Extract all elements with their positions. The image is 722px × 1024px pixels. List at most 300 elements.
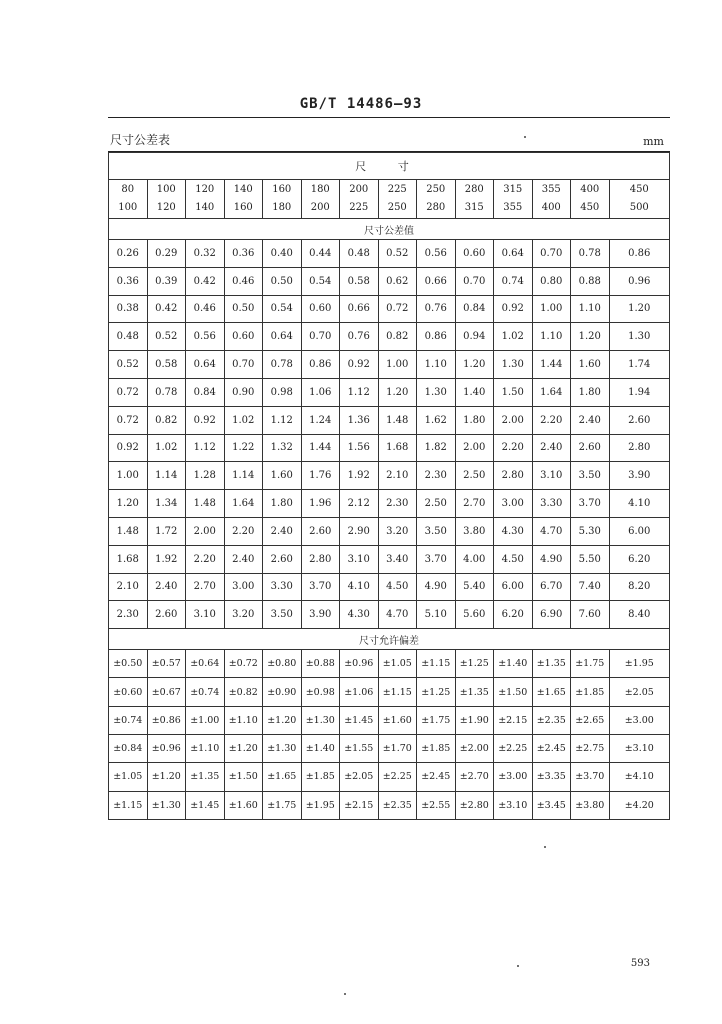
deviation-cell: ±1.55 bbox=[340, 735, 379, 763]
tolerance-cell: 0.82 bbox=[378, 323, 417, 351]
tolerance-cell: 0.39 bbox=[147, 267, 186, 295]
tolerance-cell: 4.70 bbox=[378, 601, 417, 629]
deviation-cell: ±0.96 bbox=[340, 650, 379, 678]
scan-speck bbox=[524, 136, 526, 138]
range-from: 140 bbox=[233, 184, 253, 195]
size-range-cell bbox=[378, 180, 417, 219]
tolerance-cell: 2.00 bbox=[186, 517, 225, 545]
range-from: 180 bbox=[310, 184, 330, 195]
tolerance-cell: 4.30 bbox=[494, 517, 533, 545]
range-to: 100 bbox=[118, 202, 138, 213]
size-range-cell bbox=[494, 180, 533, 219]
deviation-cell: ±1.25 bbox=[417, 678, 456, 706]
tolerance-cell: 0.90 bbox=[224, 378, 263, 406]
tolerance-cell: 0.46 bbox=[186, 295, 225, 323]
range-from: 160 bbox=[272, 184, 292, 195]
deviation-cell: ±1.50 bbox=[224, 763, 263, 791]
tolerance-cell: 1.72 bbox=[147, 517, 186, 545]
tolerance-cell: 2.10 bbox=[109, 573, 148, 601]
deviation-cell: ±3.45 bbox=[532, 791, 571, 819]
tolerance-cell: 0.74 bbox=[494, 267, 533, 295]
tolerance-cell: 1.48 bbox=[109, 517, 148, 545]
deviation-cell: ±3.80 bbox=[571, 791, 610, 819]
tolerance-row bbox=[109, 267, 670, 295]
tolerance-cell: 0.56 bbox=[186, 323, 225, 351]
tolerance-cell: 1.20 bbox=[609, 295, 670, 323]
deviation-cell: ±1.75 bbox=[417, 706, 456, 734]
deviation-cell: ±1.95 bbox=[301, 791, 340, 819]
tolerance-cell: 0.64 bbox=[263, 323, 302, 351]
tolerance-cell: 0.29 bbox=[147, 240, 186, 268]
tolerance-cell: 0.32 bbox=[186, 240, 225, 268]
tolerance-cell: 2.50 bbox=[455, 462, 494, 490]
tolerance-cell: 1.68 bbox=[109, 545, 148, 573]
range-to: 500 bbox=[629, 202, 649, 213]
size-range-cell bbox=[224, 180, 263, 219]
tolerance-cell: 5.60 bbox=[455, 601, 494, 629]
tolerance-cell: 0.54 bbox=[301, 267, 340, 295]
deviation-row bbox=[109, 650, 670, 678]
tolerance-cell: 1.10 bbox=[532, 323, 571, 351]
deviation-cell: ±0.64 bbox=[186, 650, 225, 678]
range-to: 120 bbox=[156, 202, 176, 213]
tolerance-cell: 2.60 bbox=[263, 545, 302, 573]
size-range-cell bbox=[532, 180, 571, 219]
range-from: 355 bbox=[541, 184, 561, 195]
deviation-cell: ±2.75 bbox=[571, 735, 610, 763]
range-from: 225 bbox=[387, 184, 407, 195]
tolerance-cell: 3.70 bbox=[571, 490, 610, 518]
deviation-cell: ±1.35 bbox=[455, 678, 494, 706]
tolerance-table bbox=[108, 152, 670, 820]
tolerance-cell: 2.90 bbox=[340, 517, 379, 545]
tolerance-row bbox=[109, 351, 670, 379]
tolerance-cell: 1.20 bbox=[571, 323, 610, 351]
tolerance-cell: 6.00 bbox=[609, 517, 670, 545]
deviation-cell: ±1.50 bbox=[494, 678, 533, 706]
tolerance-cell: 1.50 bbox=[494, 378, 533, 406]
tolerance-cell: 1.20 bbox=[455, 351, 494, 379]
tolerance-cell: 1.00 bbox=[378, 351, 417, 379]
tolerance-cell: 0.70 bbox=[532, 240, 571, 268]
tolerance-cell: 0.36 bbox=[109, 267, 148, 295]
tolerance-cell: 2.80 bbox=[494, 462, 533, 490]
tolerance-cell: 0.78 bbox=[263, 351, 302, 379]
deviation-cell: ±1.65 bbox=[263, 763, 302, 791]
tolerance-cell: 0.52 bbox=[378, 240, 417, 268]
tolerance-row bbox=[109, 601, 670, 629]
tolerance-cell: 3.70 bbox=[301, 573, 340, 601]
tolerance-cell: 4.50 bbox=[494, 545, 533, 573]
tolerance-cell: 4.10 bbox=[609, 490, 670, 518]
tolerance-row bbox=[109, 545, 670, 573]
tolerance-cell: 2.40 bbox=[224, 545, 263, 573]
size-range-cell bbox=[186, 180, 225, 219]
deviation-cell: ±0.60 bbox=[109, 678, 148, 706]
deviation-row bbox=[109, 763, 670, 791]
tolerance-cell: 3.40 bbox=[378, 545, 417, 573]
tolerance-cell: 0.94 bbox=[455, 323, 494, 351]
deviation-cell: ±3.00 bbox=[494, 763, 533, 791]
deviation-cell: ±1.05 bbox=[378, 650, 417, 678]
tolerance-cell: 4.70 bbox=[532, 517, 571, 545]
tolerance-cell: 0.52 bbox=[147, 323, 186, 351]
deviation-cell: ±1.40 bbox=[301, 735, 340, 763]
tolerance-cell: 0.26 bbox=[109, 240, 148, 268]
deviation-cell: ±1.85 bbox=[301, 763, 340, 791]
size-label-row bbox=[109, 153, 670, 180]
size-range-cell bbox=[263, 180, 302, 219]
tolerance-cell: 1.64 bbox=[532, 378, 571, 406]
deviation-section-label: 尺寸允许偏差 bbox=[109, 629, 670, 650]
tolerance-cell: 0.78 bbox=[147, 378, 186, 406]
tolerance-cell: 1.48 bbox=[378, 406, 417, 434]
scan-speck bbox=[544, 846, 546, 848]
tolerance-row bbox=[109, 240, 670, 268]
tolerance-row bbox=[109, 323, 670, 351]
tolerance-cell: 0.76 bbox=[340, 323, 379, 351]
deviation-cell: ±1.10 bbox=[224, 706, 263, 734]
standard-code: GB/T 14486—93 bbox=[299, 96, 423, 112]
tolerance-cell: 2.30 bbox=[378, 490, 417, 518]
tolerance-cell: 1.92 bbox=[147, 545, 186, 573]
tolerance-row bbox=[109, 434, 670, 462]
deviation-cell: ±3.70 bbox=[571, 763, 610, 791]
tolerance-cell: 1.94 bbox=[609, 378, 670, 406]
size-range-cell bbox=[609, 180, 670, 219]
tolerance-cell: 1.48 bbox=[186, 490, 225, 518]
tolerance-cell: 0.84 bbox=[186, 378, 225, 406]
deviation-cell: ±1.00 bbox=[186, 706, 225, 734]
tolerance-cell: 0.70 bbox=[301, 323, 340, 351]
deviation-cell: ±1.85 bbox=[571, 678, 610, 706]
tolerance-cell: 0.66 bbox=[340, 295, 379, 323]
deviation-cell: ±1.45 bbox=[340, 706, 379, 734]
tolerance-cell: 3.00 bbox=[494, 490, 533, 518]
tolerance-cell: 0.96 bbox=[609, 267, 670, 295]
tolerance-cell: 1.80 bbox=[455, 406, 494, 434]
tolerance-cell: 0.48 bbox=[109, 323, 148, 351]
tolerance-cell: 1.02 bbox=[147, 434, 186, 462]
deviation-cell: ±1.40 bbox=[494, 650, 533, 678]
tolerance-cell: 2.60 bbox=[147, 601, 186, 629]
tolerance-cell: 2.60 bbox=[609, 406, 670, 434]
tolerance-cell: 0.92 bbox=[340, 351, 379, 379]
size-range-cell bbox=[147, 180, 186, 219]
size-label: 尺 寸 bbox=[109, 153, 670, 180]
tolerance-cell: 3.90 bbox=[301, 601, 340, 629]
deviation-cell: ±0.82 bbox=[224, 678, 263, 706]
deviation-section-row bbox=[109, 629, 670, 650]
tolerance-row bbox=[109, 462, 670, 490]
tolerance-cell: 8.40 bbox=[609, 601, 670, 629]
deviation-cell: ±2.35 bbox=[532, 706, 571, 734]
tolerance-cell: 1.12 bbox=[186, 434, 225, 462]
tolerance-cell: 2.30 bbox=[417, 462, 456, 490]
deviation-cell: ±1.60 bbox=[224, 791, 263, 819]
tolerance-cell: 4.90 bbox=[417, 573, 456, 601]
deviation-cell: ±1.06 bbox=[340, 678, 379, 706]
tolerance-cell: 1.34 bbox=[147, 490, 186, 518]
tolerance-cell: 2.50 bbox=[417, 490, 456, 518]
tolerance-cell: 7.40 bbox=[571, 573, 610, 601]
deviation-cell: ±2.35 bbox=[378, 791, 417, 819]
tolerance-cell: 0.42 bbox=[147, 295, 186, 323]
tolerance-cell: 6.00 bbox=[494, 573, 533, 601]
range-from: 200 bbox=[349, 184, 369, 195]
range-to: 180 bbox=[272, 202, 292, 213]
tolerance-cell: 4.50 bbox=[378, 573, 417, 601]
deviation-cell: ±1.30 bbox=[147, 791, 186, 819]
tolerance-cell: 2.00 bbox=[455, 434, 494, 462]
tolerance-cell: 2.20 bbox=[532, 406, 571, 434]
deviation-cell: ±1.25 bbox=[455, 650, 494, 678]
deviation-row bbox=[109, 791, 670, 819]
tolerance-cell: 0.52 bbox=[109, 351, 148, 379]
deviation-cell: ±0.67 bbox=[147, 678, 186, 706]
deviation-cell: ±0.88 bbox=[301, 650, 340, 678]
deviation-cell: ±1.60 bbox=[378, 706, 417, 734]
tolerance-cell: 3.70 bbox=[417, 545, 456, 573]
tolerance-cell: 0.58 bbox=[147, 351, 186, 379]
deviation-cell: ±0.74 bbox=[186, 678, 225, 706]
tolerance-cell: 1.30 bbox=[494, 351, 533, 379]
tolerance-cell: 4.90 bbox=[532, 545, 571, 573]
deviation-cell: ±0.98 bbox=[301, 678, 340, 706]
tolerance-cell: 0.78 bbox=[571, 240, 610, 268]
tolerance-cell: 1.80 bbox=[571, 378, 610, 406]
size-range-cell bbox=[301, 180, 340, 219]
table-title: 尺寸公差表 bbox=[110, 133, 171, 147]
tolerance-cell: 3.90 bbox=[609, 462, 670, 490]
deviation-cell: ±0.72 bbox=[224, 650, 263, 678]
deviation-cell: ±2.55 bbox=[417, 791, 456, 819]
deviation-cell: ±3.35 bbox=[532, 763, 571, 791]
tolerance-cell: 3.10 bbox=[186, 601, 225, 629]
deviation-cell: ±0.86 bbox=[147, 706, 186, 734]
tolerance-cell: 1.02 bbox=[494, 323, 533, 351]
size-range-cell bbox=[109, 180, 148, 219]
deviation-cell: ±2.25 bbox=[494, 735, 533, 763]
tolerance-cell: 0.76 bbox=[417, 295, 456, 323]
tolerance-cell: 2.20 bbox=[186, 545, 225, 573]
tolerance-cell: 1.44 bbox=[301, 434, 340, 462]
tolerance-cell: 4.00 bbox=[455, 545, 494, 573]
deviation-cell: ±1.75 bbox=[263, 791, 302, 819]
deviation-cell: ±2.45 bbox=[532, 735, 571, 763]
range-from: 450 bbox=[629, 184, 649, 195]
tolerance-cell: 2.80 bbox=[609, 434, 670, 462]
tolerance-cell: 1.00 bbox=[109, 462, 148, 490]
tolerance-cell: 0.48 bbox=[340, 240, 379, 268]
tolerance-cell: 2.40 bbox=[532, 434, 571, 462]
tolerance-row bbox=[109, 295, 670, 323]
tolerance-cell: 7.60 bbox=[571, 601, 610, 629]
deviation-cell: ±1.20 bbox=[147, 763, 186, 791]
tolerance-cell: 3.50 bbox=[417, 517, 456, 545]
tolerance-section-label: 尺寸公差值 bbox=[109, 219, 670, 240]
deviation-cell: ±3.10 bbox=[494, 791, 533, 819]
tolerance-cell: 1.14 bbox=[224, 462, 263, 490]
tolerance-cell: 0.72 bbox=[109, 406, 148, 434]
tolerance-cell: 2.70 bbox=[186, 573, 225, 601]
deviation-cell: ±0.96 bbox=[147, 735, 186, 763]
tolerance-cell: 0.72 bbox=[378, 295, 417, 323]
tolerance-cell: 0.44 bbox=[301, 240, 340, 268]
tolerance-cell: 3.10 bbox=[532, 462, 571, 490]
deviation-cell: ±1.15 bbox=[109, 791, 148, 819]
tolerance-cell: 2.10 bbox=[378, 462, 417, 490]
tolerance-cell: 1.64 bbox=[224, 490, 263, 518]
tolerance-cell: 5.40 bbox=[455, 573, 494, 601]
deviation-row bbox=[109, 706, 670, 734]
tolerance-cell: 1.30 bbox=[417, 378, 456, 406]
tolerance-cell: 3.50 bbox=[263, 601, 302, 629]
deviation-cell: ±0.90 bbox=[263, 678, 302, 706]
deviation-cell: ±1.70 bbox=[378, 735, 417, 763]
unit-label: mm bbox=[643, 135, 664, 148]
tolerance-row bbox=[109, 490, 670, 518]
tolerance-cell: 0.92 bbox=[109, 434, 148, 462]
size-range-cell bbox=[455, 180, 494, 219]
tolerance-cell: 1.00 bbox=[532, 295, 571, 323]
tolerance-cell: 1.14 bbox=[147, 462, 186, 490]
range-to: 280 bbox=[426, 202, 446, 213]
deviation-cell: ±2.15 bbox=[494, 706, 533, 734]
tolerance-cell: 6.90 bbox=[532, 601, 571, 629]
deviation-cell: ±4.20 bbox=[609, 791, 670, 819]
tolerance-cell: 0.82 bbox=[147, 406, 186, 434]
range-to: 200 bbox=[310, 202, 330, 213]
deviation-cell: ±1.30 bbox=[301, 706, 340, 734]
tolerance-cell: 1.24 bbox=[301, 406, 340, 434]
deviation-cell: ±1.85 bbox=[417, 735, 456, 763]
tolerance-cell: 2.30 bbox=[109, 601, 148, 629]
tolerance-cell: 1.76 bbox=[301, 462, 340, 490]
range-from: 400 bbox=[580, 184, 600, 195]
deviation-cell: ±1.90 bbox=[455, 706, 494, 734]
range-from: 80 bbox=[121, 184, 135, 195]
tolerance-cell: 1.12 bbox=[340, 378, 379, 406]
tolerance-cell: 3.30 bbox=[532, 490, 571, 518]
range-to: 400 bbox=[541, 202, 561, 213]
tolerance-cell: 2.12 bbox=[340, 490, 379, 518]
deviation-cell: ±2.65 bbox=[571, 706, 610, 734]
deviation-cell: ±2.70 bbox=[455, 763, 494, 791]
tolerance-row bbox=[109, 517, 670, 545]
deviation-cell: ±1.30 bbox=[263, 735, 302, 763]
scan-speck bbox=[344, 993, 346, 995]
range-from: 315 bbox=[503, 184, 523, 195]
deviation-cell: ±3.00 bbox=[609, 706, 670, 734]
tolerance-cell: 1.60 bbox=[571, 351, 610, 379]
tolerance-section-row bbox=[109, 219, 670, 240]
tolerance-cell: 0.38 bbox=[109, 295, 148, 323]
tolerance-cell: 1.80 bbox=[263, 490, 302, 518]
tolerance-cell: 1.82 bbox=[417, 434, 456, 462]
deviation-cell: ±1.15 bbox=[378, 678, 417, 706]
tolerance-cell: 2.00 bbox=[494, 406, 533, 434]
tolerance-cell: 2.60 bbox=[301, 517, 340, 545]
tolerance-cell: 3.10 bbox=[340, 545, 379, 573]
tolerance-cell: 0.60 bbox=[455, 240, 494, 268]
tolerance-cell: 8.20 bbox=[609, 573, 670, 601]
deviation-cell: ±1.15 bbox=[417, 650, 456, 678]
tolerance-cell: 0.70 bbox=[224, 351, 263, 379]
deviation-cell: ±1.75 bbox=[571, 650, 610, 678]
tolerance-cell: 1.06 bbox=[301, 378, 340, 406]
range-to: 355 bbox=[503, 202, 523, 213]
range-from: 280 bbox=[464, 184, 484, 195]
range-to: 315 bbox=[464, 202, 484, 213]
tolerance-cell: 2.40 bbox=[571, 406, 610, 434]
tolerance-cell: 1.36 bbox=[340, 406, 379, 434]
range-to: 225 bbox=[349, 202, 369, 213]
tolerance-cell: 1.32 bbox=[263, 434, 302, 462]
deviation-cell: ±1.65 bbox=[532, 678, 571, 706]
range-from: 120 bbox=[195, 184, 215, 195]
deviation-cell: ±1.05 bbox=[109, 763, 148, 791]
tolerance-cell: 0.64 bbox=[494, 240, 533, 268]
tolerance-cell: 5.10 bbox=[417, 601, 456, 629]
deviation-cell: ±4.10 bbox=[609, 763, 670, 791]
tolerance-cell: 1.44 bbox=[532, 351, 571, 379]
tolerance-cell: 0.80 bbox=[532, 267, 571, 295]
deviation-cell: ±3.10 bbox=[609, 735, 670, 763]
range-to: 140 bbox=[195, 202, 215, 213]
tolerance-cell: 0.86 bbox=[301, 351, 340, 379]
tolerance-cell: 2.40 bbox=[147, 573, 186, 601]
tolerance-cell: 0.86 bbox=[609, 240, 670, 268]
scan-speck bbox=[517, 965, 519, 967]
tolerance-row bbox=[109, 406, 670, 434]
tolerance-cell: 0.70 bbox=[455, 267, 494, 295]
tolerance-cell: 0.54 bbox=[263, 295, 302, 323]
deviation-cell: ±0.74 bbox=[109, 706, 148, 734]
tolerance-cell: 1.10 bbox=[571, 295, 610, 323]
tolerance-cell: 5.30 bbox=[571, 517, 610, 545]
tolerance-cell: 0.46 bbox=[224, 267, 263, 295]
tolerance-cell: 3.00 bbox=[224, 573, 263, 601]
tolerance-cell: 2.80 bbox=[301, 545, 340, 573]
tolerance-cell: 1.74 bbox=[609, 351, 670, 379]
tolerance-cell: 0.64 bbox=[186, 351, 225, 379]
header-rule bbox=[108, 117, 670, 118]
deviation-cell: ±2.80 bbox=[455, 791, 494, 819]
tolerance-cell: 0.84 bbox=[455, 295, 494, 323]
tolerance-cell: 6.20 bbox=[609, 545, 670, 573]
deviation-row bbox=[109, 678, 670, 706]
deviation-cell: ±0.80 bbox=[263, 650, 302, 678]
deviation-cell: ±1.35 bbox=[532, 650, 571, 678]
tolerance-cell: 3.30 bbox=[263, 573, 302, 601]
tolerance-cell: 1.12 bbox=[263, 406, 302, 434]
tolerance-cell: 1.96 bbox=[301, 490, 340, 518]
size-range-row bbox=[109, 180, 670, 219]
tolerance-cell: 0.58 bbox=[340, 267, 379, 295]
tolerance-cell: 0.72 bbox=[109, 378, 148, 406]
deviation-cell: ±0.84 bbox=[109, 735, 148, 763]
deviation-cell: ±2.15 bbox=[340, 791, 379, 819]
tolerance-cell: 3.80 bbox=[455, 517, 494, 545]
tolerance-cell: 6.70 bbox=[532, 573, 571, 601]
tolerance-cell: 1.20 bbox=[109, 490, 148, 518]
deviation-cell: ±0.57 bbox=[147, 650, 186, 678]
deviation-cell: ±1.20 bbox=[224, 735, 263, 763]
tolerance-cell: 2.20 bbox=[494, 434, 533, 462]
tolerance-cell: 0.56 bbox=[417, 240, 456, 268]
tolerance-cell: 5.50 bbox=[571, 545, 610, 573]
